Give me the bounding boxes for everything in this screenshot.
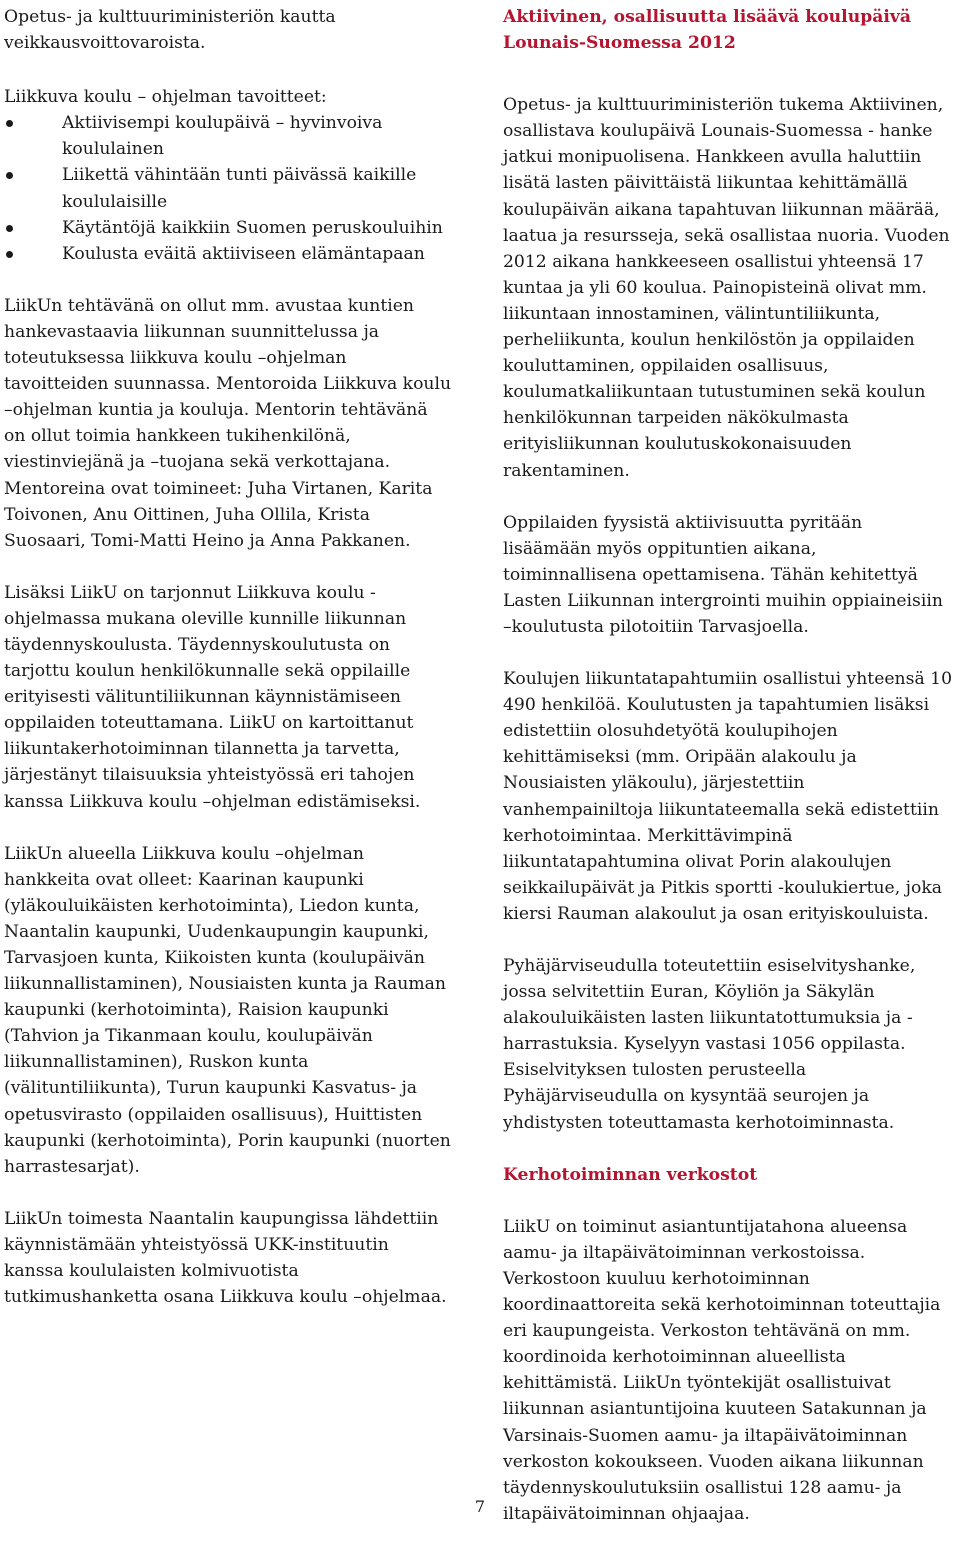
paragraph-project-overview: Opetus- ja kulttuuriministeriön tukema Aktiivinen, osallistava koulupäivä Lounais-Suomessa - hanke jatkui monipuolisena. Hankkeen avulla haluttiin lisätä lasten päivittäistä liikuntaa kehittämällä koulupäivän aikana tapahtuvan liikunnan määrää, laatua ja resursseja, sekä osallistaa nuoria. Vuoden 2012 aikana hankkeeseen osallistui yhteensä 17 kuntaa ja yli 60 koulua. Painopisteinä olivat mm. liikuntaan innostaminen, välintuntiliikunta, perheliikunta, koulun henkilöstön ja oppilaiden kouluttaminen, oppilaiden osallisuus, koulumatkaliikuntaan tutustuminen sekä koulun henkilökunnan tarpeiden näkökulmasta erityisliikunnan koulutuskokonaisuuden rakentaminen. (503, 95, 950, 481)
list-item: Koulusta eväitä aktiiviseen elämäntapaan (4, 241, 452, 267)
paragraph-physical-activity: Oppilaiden fyysistä aktiivisuutta pyritään lisäämään myös oppituntien aikana, toiminnallisena opettamisena. Tähän kehitettyä Lasten Liikunnan intergrointi muihin oppiaineisiin –koulutusta pilotoitiin Tarvasjoella. (503, 512, 943, 637)
subheading-club-networks: Kerhotoiminnan verkostot (503, 1164, 758, 1185)
paragraph-mentoring: LiikUn tehtävänä on ollut mm. avustaa kuntien hankevastaavia liikunnan suunnittelussa ja toteutuksessa liikkuva koulu –ohjelman tavoitteiden suunnassa. Mentoroida Liikkuva koulu –ohjelman kuntia ja kouluja. Mentorin tehtävänä on ollut toimia hankkeen tukihenkilönä, viestinviejänä ja –tuojana sekä verkottajana. Mentoreina ovat toimineet: Juha Virtanen, Karita Toivonen, Anu Oittinen, Juha Ollila, Krista Suosaari, Tomi-Matti Heino ja Anna Pakkanen. (4, 295, 452, 551)
goals-list (4, 110, 452, 267)
paragraph-pyhajarvi: Pyhäjärviseudulla toteutettiin esiselvityshanke, jossa selvitettiin Euran, Köyliön ja Säkylän alakouluikäisten lasten liikuntatottumuksia ja -harrastuksia. Kyselyyn vastasi 1056 oppilasta. Esiselvityksen tulosten perusteella Pyhäjärviseudulla on kysyntää seurojen ja yhdistysten toteuttamasta kerhotoiminnasta. (503, 956, 916, 1133)
goals-heading: Liikkuva koulu – ohjelman tavoitteet: (4, 87, 327, 108)
left-column (4, 4, 452, 1336)
intro-paragraph: Opetus- ja kulttuuriministeriön kautta veikkausvoittovaroista. (4, 7, 336, 54)
list-item: Käytäntöjä kaikkiin Suomen peruskouluihin (4, 215, 452, 241)
paragraph-training: Lisäksi LiikU on tarjonnut Liikkuva koulu -ohjelmassa mukana oleville kunnille liikunnan täydennyskoulusta. Täydennyskoulutusta on tarjottu koulun henkilökunnalle sekä oppilaille erityisesti välituntiliikunnan käynnistämiseen oppilaiden toteuttamana. LiikU on kartoittanut liikuntakerhotoiminnan tilannetta ja tarvetta, järjestänyt tilaisuuksia yhteistyössä eri tahojen kanssa Liikkuva koulu –ohjelman edistämiseksi. (4, 582, 421, 812)
section-heading-line: Aktiivinen, osallisuutta lisäävä koulupäivä (503, 7, 912, 27)
paragraph-research: LiikUn toimesta Naantalin kaupungissa lähdettiin käynnistämään yhteistyössä UKK-instituutin kanssa koululaisten kolmivuotista tutkimushanketta osana Liikkuva koulu –ohjelmaa. (4, 1208, 447, 1308)
page-number: 7 (474, 1497, 486, 1516)
section-heading-line: Lounais-Suomessa 2012 (503, 33, 736, 54)
right-column (503, 4, 953, 1553)
paragraph-projects: LiikUn alueella Liikkuva koulu –ohjelman hankkeita ovat olleet: Kaarinan kaupunki (yläkouluikäisten kerhotoiminta), Liedon kunta, Naantalin kaupunki, Uudenkaupungin kaupunki, Tarvasjoen kunta, Kiikoisten kunta (koulupäivän liikunnallistaminen), Nousiaisten kunta ja Rauman kaupunki (kerhotoiminta), Raision kaupunki (Tahvion ja Tikanmaan koulu, koulupäivän liikunnallistaminen), Ruskon kunta (välituntiliikunta), Turun kaupunki Kasvatus- ja opetusvirasto (oppilaiden osallisuus), Huittisten kaupunki (kerhotoiminta), Porin kaupunki (nuorten harrastesarjat). (4, 843, 451, 1177)
paragraph-events: Koulujen liikuntatapahtumiin osallistui yhteensä 10 490 henkilöä. Koulutusten ja tapahtumien lisäksi edistettiin olosuhdetyötä koulupihojen kehittämiseksi (mm. Oripään alakoulu ja Nousiaisten yläkoulu), järjestettiin vanhempainiltoja liikuntateemalla sekä edistettiin kerhotoimintaa. Merkittävimpinä liikuntatapahtumina olivat Porin alakoulujen seikkailupäivät ja Pitkis sportti -koulukiertue, joka kiersi Rauman alakoulut ja osan erityiskouluista. (503, 669, 953, 924)
list-item: Aktiivisempi koulupäivä – hyvinvoiva koululainen (4, 110, 452, 162)
paragraph-networks: LiikU on toiminut asiantuntijatahona alueensa aamu- ja iltapäivätoiminnan verkostoissa. Verkostoon kuuluu kerhotoiminnan koordinaattoreita sekä kerhotoiminnan toteuttajia eri kaupungeista. Verkoston tehtävänä on mm. koordinoida kerhotoiminnan alueellista kehittämistä. LiikUn työntekijät osallistuivat liikunnan asiantuntijoina kuuteen Satakunnan ja Varsinais-Suomen aamu- ja iltapäivätoiminnan verkoston kokoukseen. Vuoden aikana liikunnan täydennyskoulutuksiin osallistui 128 aamu- ja iltapäivätoiminnan ohjaajaa. (503, 1216, 941, 1524)
list-item: Liikettä vähintään tunti päivässä kaikille koululaisille (4, 162, 452, 214)
section-heading (503, 4, 953, 56)
